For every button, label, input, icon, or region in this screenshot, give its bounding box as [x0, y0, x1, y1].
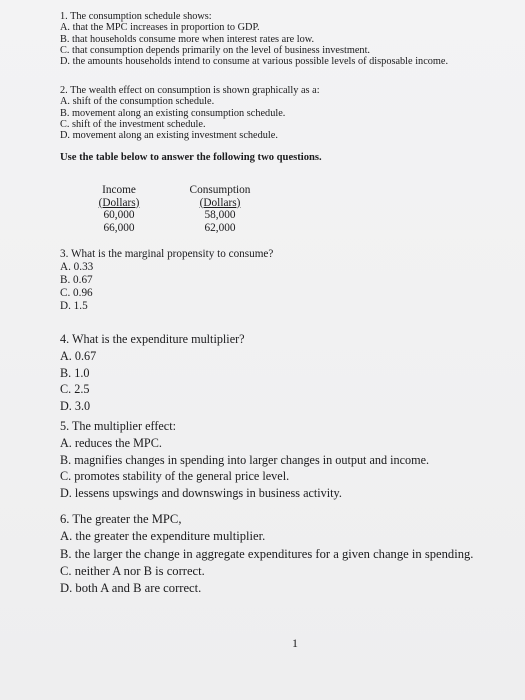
question-6-option-b: B. the larger the change in aggregate expenditures for a given change in spending.	[60, 546, 474, 561]
question-1-option-b: B. that households consume more when interest rates are low.	[60, 33, 315, 45]
question-6-option-a: A. the greater the expenditure multiplier.	[60, 529, 266, 544]
table-column-income	[84, 184, 154, 234]
question-2	[60, 85, 320, 141]
consumption-value: 62,000	[204, 221, 236, 234]
question-3	[60, 248, 273, 313]
question-6-stem: 6. The greater the MPC,	[60, 512, 182, 526]
income-value: 66,000	[103, 221, 135, 234]
question-1-option-c: C. that consumption depends primarily on the level of business investment.	[60, 44, 371, 56]
table-instruction: Use the table below to answer the following two questions.	[60, 152, 322, 163]
question-1-option-a: A. that the MPC increases in proportion to GDP.	[60, 22, 260, 34]
income-header: Income	[102, 184, 136, 196]
page-number: 1	[292, 636, 298, 650]
question-6-option-d: D. both A and B are correct.	[60, 581, 202, 596]
question-4-stem: 4. What is the expenditure multiplier?	[60, 332, 245, 346]
question-2-option-b: B. movement along an existing consumption schedule.	[60, 107, 286, 119]
question-2-option-c: C. shift of the investment schedule.	[60, 118, 206, 130]
question-2-option-a: A. shift of the consumption schedule.	[60, 96, 215, 108]
income-value: 60,000	[103, 209, 135, 222]
consumption-header: Consumption	[189, 184, 251, 196]
question-2-stem: 2. The wealth effect on consumption is shown graphically as a:	[60, 85, 320, 96]
question-6-option-c: C. neither A nor B is correct.	[60, 563, 205, 578]
question-4-option-b: B. 1.0	[60, 365, 90, 380]
question-4-option-d: D. 3.0	[60, 399, 91, 414]
question-4	[60, 331, 245, 415]
consumption-unit-header: (Dollars)	[199, 196, 241, 209]
question-2-option-d: D. movement along an existing investment schedule.	[60, 130, 278, 142]
question-4-option-a: A. 0.67	[60, 348, 97, 363]
question-3-option-b: B. 0.67	[60, 273, 93, 286]
question-5-option-b: B. magnifies changes in spending into larger changes in output and income.	[60, 452, 430, 467]
question-6	[60, 511, 473, 597]
question-5-stem: 5. The multiplier effect:	[60, 419, 176, 433]
question-5-option-a: A. reduces the MPC.	[60, 435, 162, 450]
question-3-stem: 3. What is the marginal propensity to consume?	[60, 248, 274, 260]
question-3-option-d: D. 1.5	[60, 299, 88, 312]
question-5-option-d: D. lessens upswings and downswings in business activity.	[60, 486, 342, 501]
table-column-consumption	[180, 184, 260, 234]
income-unit-header: (Dollars)	[98, 196, 140, 209]
question-1-option-d: D. the amounts households intend to consume at various possible levels of disposable income.	[60, 56, 449, 68]
question-5-option-c: C. promotes stability of the general price level.	[60, 469, 290, 484]
question-1	[60, 11, 448, 67]
question-3-option-a: A. 0.33	[60, 260, 94, 273]
question-1-stem: 1. The consumption schedule shows:	[60, 11, 212, 22]
question-4-option-c: C. 2.5	[60, 382, 90, 397]
question-5	[60, 418, 429, 502]
question-3-option-c: C. 0.96	[60, 286, 93, 299]
consumption-value: 58,000	[204, 209, 236, 222]
